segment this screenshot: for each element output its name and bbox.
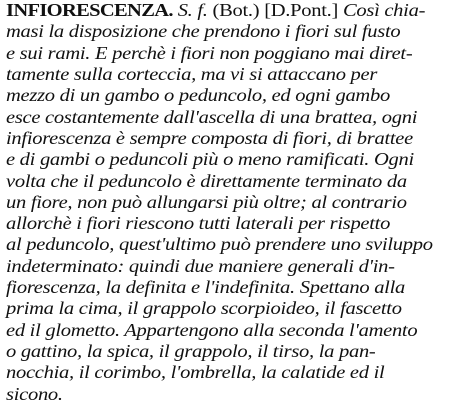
- entry-line-11: allorchè i fiori riescono tutti laterali per rispetto: [6, 213, 391, 234]
- entry-line-16: ed il glometto. Appartengono alla seconda l'amento: [6, 319, 418, 340]
- entry-line-12: al peduncolo, quest'ultimo può prendere uno sviluppo: [6, 234, 433, 255]
- entry-line-19: sicono.: [6, 383, 63, 404]
- entry-line-10: un fiore, non può allungarsi più oltre; al contrario: [6, 191, 407, 212]
- entry-line-2: masi la disposizione che prendono i fiori sul fusto: [6, 21, 401, 42]
- entry-line-18: nocchia, il corimbo, l'ombrella, la calatide ed il: [6, 362, 385, 383]
- entry-line-13: indeterminato: quindi due maniere generali d'in-: [6, 255, 395, 276]
- entry-line-1: [6, 0, 425, 21]
- entry-line-7: infiorescenza è sempre composta di fiori, di brattee: [6, 127, 413, 148]
- domain-label: (Bot.): [212, 0, 260, 20]
- entry-line-3: e sui rami. E perchè i fiori non poggiano mai diret-: [6, 42, 413, 63]
- grammar-label: S. f.: [177, 0, 208, 20]
- entry-line-8: e di gambi o peduncoli più o meno ramificati. Ogni: [6, 149, 414, 170]
- source-label: [D.Pont.]: [264, 0, 339, 20]
- entry-line-4: tamente sulla corteccia, ma vi si attaccano per: [6, 63, 378, 84]
- definition-text: Così chia-: [342, 0, 426, 20]
- entry-line-14: fiorescenza, la definita e l'indefinita. Spettano alla: [6, 277, 406, 298]
- entry-line-15: prima la cima, il grappolo scorpioideo, il fascetto: [6, 298, 402, 319]
- entry-line-5: mezzo di un gambo o peduncolo, ed ogni gambo: [6, 85, 390, 106]
- entry-line-17: o gattino, la spica, il grappolo, il tirso, la pan-: [6, 341, 376, 362]
- dictionary-entry: [6, 0, 468, 405]
- entry-line-9: volta che il peduncolo è direttamente terminato da: [6, 170, 407, 191]
- headword: INFIORESCENZA.: [6, 0, 173, 20]
- entry-line-6: esce costantemente dall'ascella di una brattea, ogni: [6, 106, 418, 127]
